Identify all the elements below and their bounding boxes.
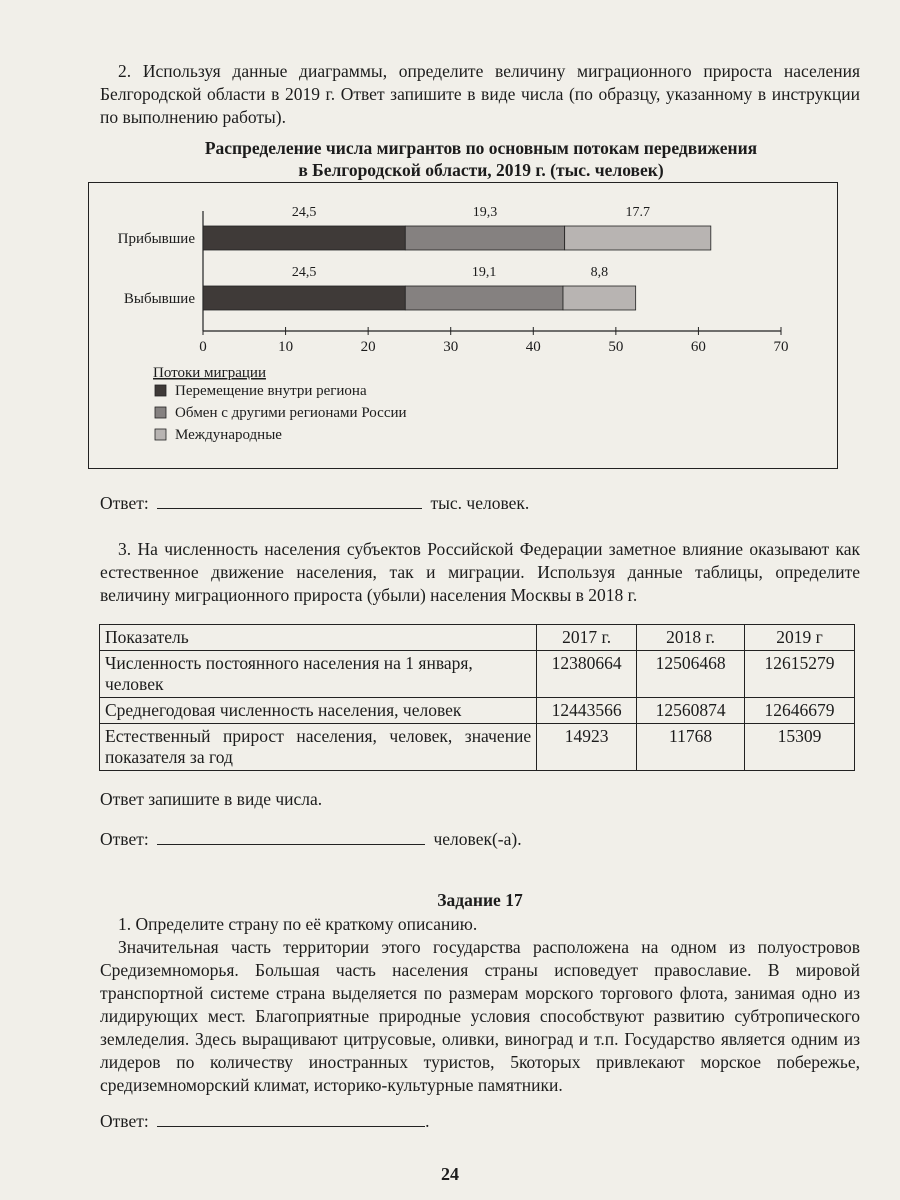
table-cell: 12560874: [637, 698, 745, 724]
answer-3-field[interactable]: [157, 828, 425, 845]
category-label: Прибывшие: [117, 231, 195, 247]
legend-swatch: [155, 429, 166, 440]
x-tick-label: 70: [773, 339, 789, 355]
question-3-text: 3. На численность населения субъектов Российской Федерации заметное влияние оказывают как естественное движение населения, так и миграции. Используя данные таблицы, определите величину миграционного прироста (убыли) населения Москвы в 2018 г.: [100, 539, 860, 605]
answer-17-end: .: [425, 1111, 430, 1131]
task-17-heading: Задание 17: [437, 890, 523, 910]
table-cell: Численность постоянного населения на 1 января, человек: [100, 651, 537, 698]
chart-title-line1: Распределение числа мигрантов по основным потокам передвижения: [204, 138, 758, 158]
x-tick-label: 0: [199, 339, 207, 355]
bar-segment: [565, 226, 711, 250]
legend-swatch: [155, 385, 166, 396]
x-tick-label: 30: [443, 339, 459, 355]
answer-3-label: Ответ:: [100, 829, 149, 849]
answer-17-field[interactable]: [157, 1110, 425, 1127]
table-cell: 12506468: [637, 651, 745, 698]
legend-swatch: [155, 407, 166, 418]
answer-2-line: [100, 492, 529, 514]
answer-2-label: Ответ:: [100, 493, 149, 513]
data-label: 17.7: [625, 205, 650, 220]
data-label: 24,5: [291, 205, 317, 220]
bar-segment: [203, 286, 405, 310]
answer-17-line: [100, 1110, 429, 1132]
x-tick-label: 40: [525, 339, 541, 355]
x-tick-label: 10: [278, 339, 294, 355]
page-number: 24: [441, 1164, 459, 1184]
data-label: 24,5: [291, 265, 317, 280]
table-row: [100, 724, 855, 771]
table-cell: Среднегодовая численность населения, человек: [100, 698, 537, 724]
data-label: 8,8: [590, 265, 609, 280]
x-tick-label: 60: [690, 339, 706, 355]
table-cell: 11768: [637, 724, 745, 771]
bar-segment: [405, 226, 564, 250]
migration-chart: [88, 182, 838, 469]
table-cell: 14923: [537, 724, 637, 771]
answer-2-unit: тыс. человек.: [430, 493, 530, 513]
chart-title: [86, 137, 876, 181]
bar-segment: [563, 286, 636, 310]
answer-3-note: Ответ запишите в виде числа.: [100, 789, 323, 809]
bar-segment: [203, 226, 405, 250]
table-cell: 12646679: [745, 698, 855, 724]
table-cell: Естественный прирост населения, человек, значение показателя за год: [100, 724, 537, 771]
table-cell: 15309: [745, 724, 855, 771]
table-header-cell: Показатель: [100, 625, 537, 651]
question-2-text: 2. Используя данные диаграммы, определите величину миграционного прироста населения Белгородской области в 2019 г. Ответ запишите в виде числа (по образцу, указанному в инструкции по выполнению работы).: [100, 61, 860, 127]
legend-label: Международные: [175, 427, 282, 443]
answer-17-label: Ответ:: [100, 1111, 149, 1131]
bar-segment: [405, 286, 563, 310]
data-label: 19,1: [471, 265, 497, 280]
x-tick-label: 20: [360, 339, 376, 355]
data-label: 19,3: [472, 205, 498, 220]
category-label: Выбывшие: [123, 291, 195, 307]
table-row: [100, 698, 855, 724]
table-row: [100, 651, 855, 698]
chart-canvas: [89, 183, 839, 470]
table-header-cell: 2019 г: [745, 625, 855, 651]
x-tick-label: 50: [608, 339, 624, 355]
task-17-question: 1. Определите страну по её краткому описанию.: [118, 914, 478, 934]
table-header-row: [100, 625, 855, 651]
task-17-description: Значительная часть территории этого государства расположена на одном из полуостровов Средиземноморья. Большая часть населения страны исповедует православие. В мировой транспортной системе страна выделяется по размерам морского торгового флота, занимая одно из лидирующих мест. Благоприятные природные условия способствуют развитию субтропического земледелия. Здесь выращивают цитрусовые, оливки, виноград и т.п. Государство является одним из лидеров по количеству иностранных туристов, 5которых привлекают морское побережье, средиземноморский климат, историко-культурные памятники.: [100, 937, 860, 1095]
chart-title-line2: в Белгородской области, 2019 г. (тыс. человек): [298, 160, 664, 180]
legend-label: Перемещение внутри региона: [175, 383, 367, 399]
legend-title: Потоки миграции: [153, 365, 266, 381]
population-table: [99, 624, 855, 771]
legend-label: Обмен с другими регионами России: [175, 405, 407, 421]
table-header-cell: 2018 г.: [637, 625, 745, 651]
answer-2-field[interactable]: [157, 492, 422, 509]
table-cell: 12380664: [537, 651, 637, 698]
answer-3-unit: человек(-а).: [433, 829, 522, 849]
answer-3-line: [100, 828, 522, 850]
table-cell: 12615279: [745, 651, 855, 698]
table-cell: 12443566: [537, 698, 637, 724]
table-header-cell: 2017 г.: [537, 625, 637, 651]
